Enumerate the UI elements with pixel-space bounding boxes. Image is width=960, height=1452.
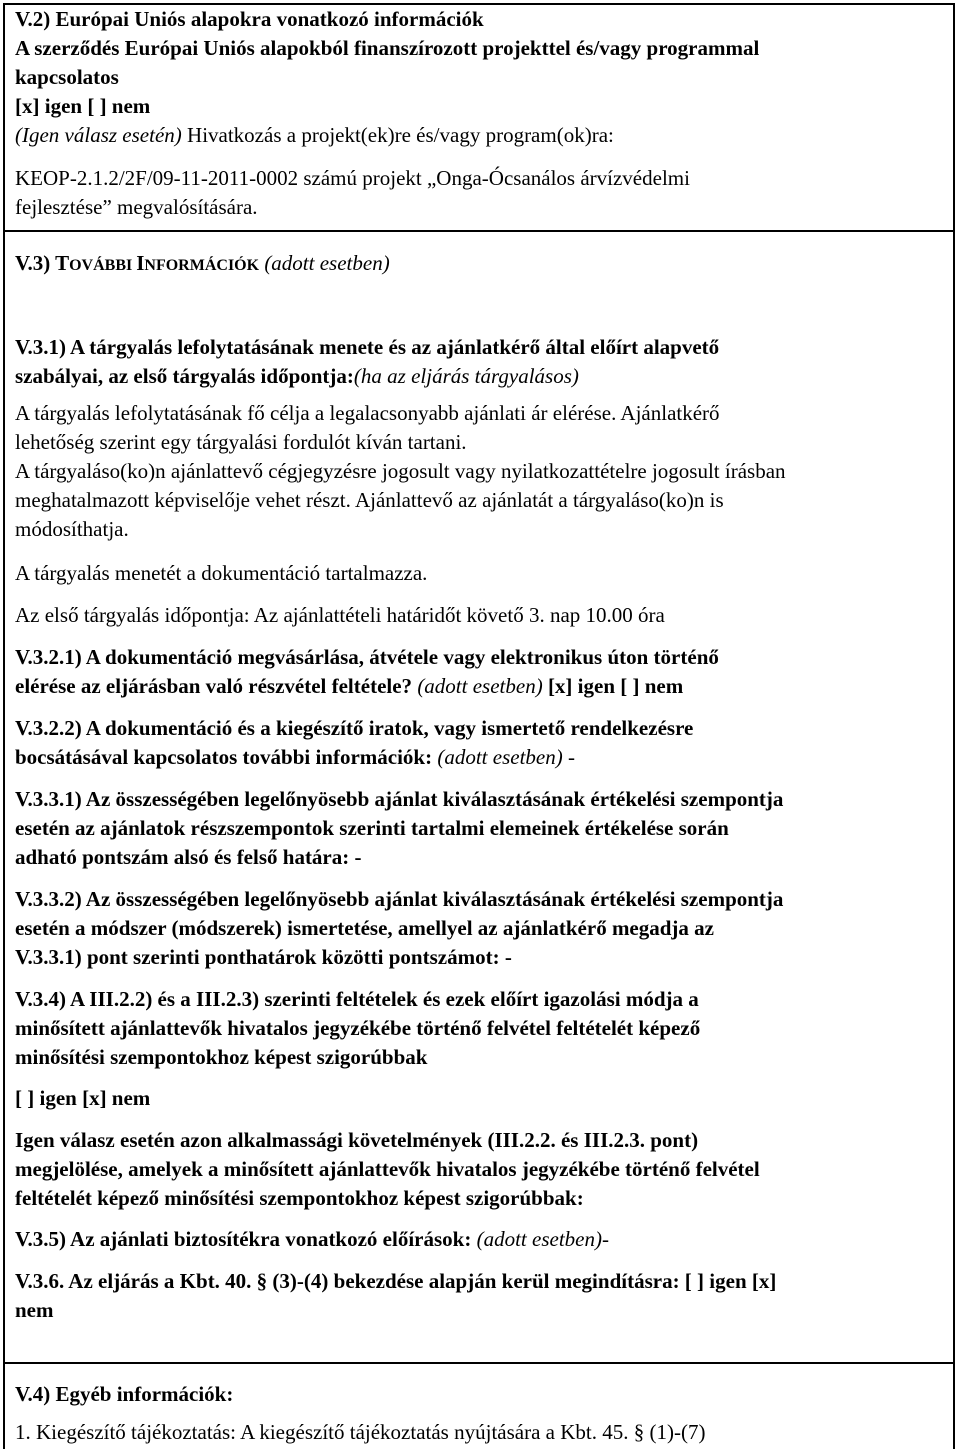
p321-question: elérése az eljárásban való részvétel feltétele? [15, 674, 413, 698]
eu-reference-line [15, 121, 614, 150]
section-divider-top [3, 230, 955, 232]
v3-heading-smallcaps-2: NFORMÁCIÓK [144, 257, 260, 274]
p321-answer: [x] igen [ ] nem [542, 674, 684, 698]
p332-line: esetén a módszer (módszerek) ismertetése, amellyel az ajánlatkérő megadja az [15, 916, 714, 940]
eu-question-line-1: A szerződés Európai Uniós alapokból finanszírozott projekttel és/vagy programmal [15, 36, 760, 60]
v3-heading-number: V.3) T [15, 251, 70, 275]
p322-line-2 [15, 743, 575, 772]
p35-qualifier: (adott esetben) [471, 1227, 602, 1251]
p34-line: minősítési szempontokhoz képest szigorúbbak [15, 1045, 428, 1069]
eu-reference-text: Hivatkozás a projekt(ek)re és/vagy program(ok)ra: [181, 123, 614, 147]
p31-heading-italic: (ha az eljárás tárgyalásos) [353, 364, 579, 388]
p36-line-2: nem [15, 1298, 54, 1322]
p31-text-line: meghatalmazott képviselője vehet részt. Ajánlattevő az ajánlatát a tárgyaláso(ko)n is [15, 488, 724, 512]
p322-line-1: V.3.2.2) A dokumentáció és a kiegészítő iratok, vagy ismertető rendelkezésre [15, 716, 694, 740]
p331-line: V.3.3.1) Az összességében legelőnyösebb ajánlat kiválasztásának értékelési szempontja [15, 787, 784, 811]
v4-item-1: 1. Kiegészítő tájékoztatás: A kiegészítő tájékoztatás nyújtására a Kbt. 45. § (1)-(7) [15, 1420, 706, 1444]
p31-text-line: A tárgyaláso(ko)n ajánlattevő cégjegyzésre jogosult vagy nyilatkozattételre jogosult írásban [15, 459, 786, 483]
project-line-1: KEOP-2.1.2/2F/09-11-2011-0002 számú projekt „Onga-Ócsanálos árvízvédelmi [15, 166, 690, 190]
section-v4-heading: V.4) Egyéb információk: [15, 1382, 234, 1406]
p31-text-line: módosíthatja. [15, 517, 129, 541]
p322-label: bocsátásával kapcsolatos további információk: [15, 745, 433, 769]
p36-line-1: V.3.6. Az eljárás a Kbt. 40. § (3)-(4) bekezdése alapján kerül megindításra: [ ] igen [x] [15, 1269, 777, 1293]
v3-heading-initial: I [136, 251, 145, 275]
p31-heading-line-2 [15, 362, 579, 391]
p321-line-1: V.3.2.1) A dokumentáció megvásárlása, átvétele vagy elektronikus úton történő [15, 645, 719, 669]
section-v3-heading [15, 249, 390, 280]
p321-line-2 [15, 672, 683, 701]
eu-answer: [x] igen [ ] nem [15, 94, 151, 118]
p331-line: adható pontszám alsó és felső határa: - [15, 845, 362, 869]
v3-heading-tail: (adott esetben) [259, 251, 390, 275]
p321-qualifier: (adott esetben) [412, 674, 543, 698]
v3-heading-smallcaps-1: OVÁBBI [69, 257, 137, 274]
p35-line [15, 1225, 609, 1254]
p31-text-line: A tárgyalás lefolytatásának fő célja a legalacsonyabb ajánlati ár elérése. Ajánlatkérő [15, 401, 720, 425]
p35-value: - [601, 1227, 609, 1251]
section-v2-heading: V.2) Európai Uniós alapokra vonatkozó információk [15, 7, 484, 31]
eu-reference-prefix: (Igen válasz esetén) [15, 123, 182, 147]
p31-heading-line-1: V.3.1) A tárgyalás lefolytatásának menete és az ajánlatkérő által előírt alapvető [15, 335, 720, 359]
p322-qualifier: (adott esetben) [432, 745, 563, 769]
eu-question-line-2: kapcsolatos [15, 65, 119, 89]
p34-igen-line: Igen válasz esetén azon alkalmassági követelmények (III.2.2. és III.2.3. pont) [15, 1128, 699, 1152]
p31-first-negotiation-date: Az első tárgyalás időpontja: Az ajánlattételi határidőt követő 3. nap 10.00 óra [15, 603, 665, 627]
p35-label: V.3.5) Az ajánlati biztosítékra vonatkozó előírások: [15, 1227, 472, 1251]
p331-line: esetén az ajánlatok részszempontok szerinti tartalmi elemeinek értékelése során [15, 816, 729, 840]
p31-heading-bold: szabályai, az első tárgyalás időpontja: [15, 364, 354, 388]
project-line-2: fejlesztése” megvalósítására. [15, 195, 258, 219]
section-divider-bottom [3, 1362, 955, 1364]
p31-menet: A tárgyalás menetét a dokumentáció tartalmazza. [15, 561, 428, 585]
p34-line: minősített ajánlattevők hivatalos jegyzékébe történő felvétel feltételét képező [15, 1016, 701, 1040]
p34-igen-line: feltételét képező minősítési szempontokhoz képest szigorúbbak: [15, 1186, 584, 1210]
p34-line: V.3.4) A III.2.2) és a III.2.3) szerinti feltételek és ezek előírt igazolási módja a [15, 987, 699, 1011]
p332-line: V.3.3.1) pont szerinti ponthatárok közötti pontszámot: - [15, 945, 512, 969]
p322-value: - [562, 745, 575, 769]
p332-line: V.3.3.2) Az összességében legelőnyösebb ajánlat kiválasztásának értékelési szempontja [15, 887, 784, 911]
p34-igen-line: megjelölése, amelyek a minősített ajánlattevők hivatalos jegyzékébe történő felvétel [15, 1157, 760, 1181]
p31-text-line: lehetőség szerint egy tárgyalási fordulót kíván tartani. [15, 430, 467, 454]
p34-answer: [ ] igen [x] nem [15, 1086, 151, 1110]
